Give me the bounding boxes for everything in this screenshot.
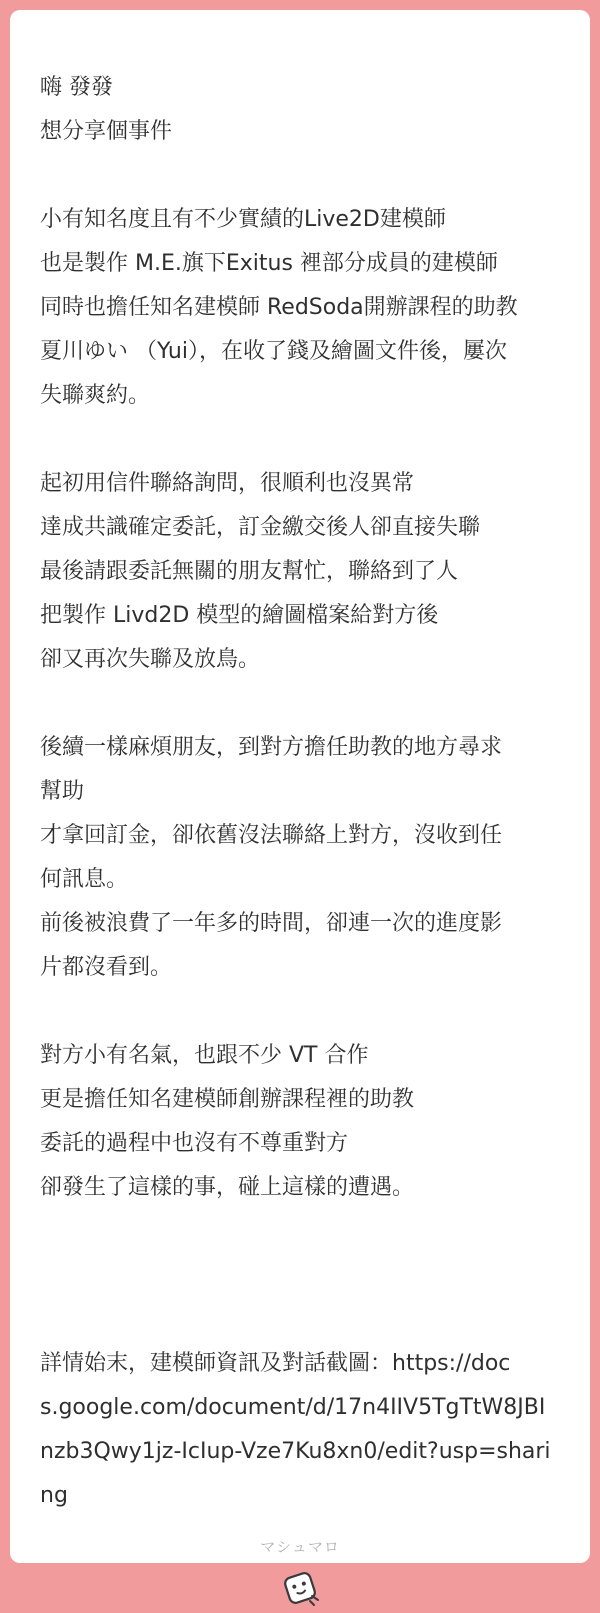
message-line: ng	[40, 1483, 68, 1508]
message-line: 小有知名度且有不少實績的Live2D建模師	[40, 207, 446, 232]
message-line: 何訊息。	[40, 867, 129, 892]
message-line: s.google.com/document/d/17n4IIV5TgTtW8JBI	[40, 1395, 546, 1420]
message-paragraph	[40, 462, 572, 682]
message-body	[40, 66, 572, 1562]
message-line: 片都沒看到。	[40, 955, 173, 980]
brand-label: マシュマロ	[260, 1538, 340, 1556]
message-line: 最後請跟委託無關的朋友幫忙，聯絡到了人	[40, 559, 459, 584]
message-line: 同時也擔任知名建模師 RedSoda開辦課程的助教	[40, 295, 518, 320]
message-line: 前後被浪費了一年多的時間，卻連一次的進度影	[40, 911, 503, 936]
message-line: 後續一樣麻煩朋友，到對方擔任助教的地方尋求	[40, 735, 503, 760]
message-line: 幫助	[40, 779, 85, 804]
message-paragraph	[40, 1034, 572, 1210]
message-paragraph	[40, 66, 572, 154]
message-line: 失聯爽約。	[40, 383, 151, 408]
message-line: 才拿回訂金，卻依舊沒法聯絡上對方，沒收到任	[40, 823, 503, 848]
message-paragraph	[40, 198, 572, 418]
message-line: 也是製作 M.E.旗下Exitus 裡部分成員的建模師	[40, 251, 498, 276]
message-line: 把製作 Livd2D 模型的繪圖檔案給對方後	[40, 603, 439, 628]
message-line: 夏川ゆい （Yui），在收了錢及繪圖文件後，屢次	[40, 339, 507, 364]
message-line: 更是擔任知名建模師創辦課程裡的助教	[40, 1087, 415, 1112]
message-line: 想分享個事件	[40, 119, 173, 144]
message-paragraph	[40, 726, 572, 990]
message-link-paragraph	[40, 1342, 572, 1518]
message-line: nzb3Qwy1jz-IcIup-Vze7Ku8xn0/edit?usp=shari	[40, 1439, 551, 1464]
message-line: 對方小有名氣，也跟不少 VT 合作	[40, 1043, 369, 1068]
message-line: 詳情始末，建模師資訊及對話截圖：https://doc	[40, 1351, 511, 1376]
marshmallow-logo-icon	[280, 1568, 324, 1608]
message-line: 卻發生了這樣的事，碰上這樣的遭遇。	[40, 1175, 415, 1200]
message-line: 達成共識確定委託，訂金繳交後人卻直接失聯	[40, 515, 481, 540]
message-line: 卻又再次失聯及放鳥。	[40, 647, 261, 672]
message-line: 委託的過程中也沒有不尊重對方	[40, 1131, 349, 1156]
blank-space	[40, 1254, 572, 1342]
message-line: 嗨 發發	[40, 75, 113, 100]
message-line: 起初用信件聯絡詢問，很順利也沒異常	[40, 471, 415, 496]
message-card	[10, 10, 590, 1563]
